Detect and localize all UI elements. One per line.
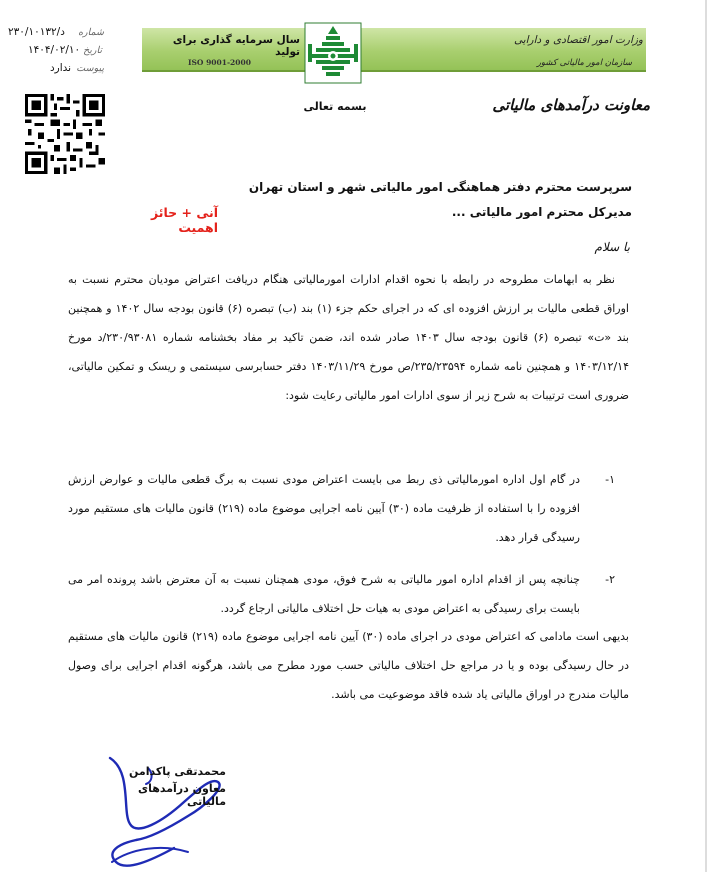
letter-date-label: تاریخ (83, 45, 102, 56)
bismillah: بسمه تعالی (303, 100, 367, 113)
attachment-label: پیوست (76, 63, 104, 74)
recipient-2: مدیرکل محترم امور مالیاتی ... (451, 205, 632, 219)
item-1-number: ۱- (605, 473, 615, 486)
attachment-row (8, 62, 104, 78)
iso-label: ISO 9001-2000 (188, 58, 251, 67)
body-item-1: در گام اول اداره امورمالیاتی ذی ربط می بایست اعتراض مودی نسبت به برگ قطعی مالیات و عوارض ارزش افزوده را با استفاده از ظرفیت ماده (۳۰) آیین نامه اجرایی موضوع ماده (۲۱۹) قانون مالیات های مستقیم مورد رسیدگی قرار دهد. (68, 473, 580, 544)
tax-organization-logo (302, 20, 364, 86)
deputy-title: معاونت درآمدهای مالیاتی (492, 96, 650, 114)
slogan: سال سرمایه گذاری برای تولید (172, 34, 300, 58)
item-2-number: ۲- (605, 573, 615, 586)
attachment-value: ندارد (50, 62, 72, 74)
signatory-name: محمدتقی پاکدامن (129, 765, 226, 778)
body-item-2: چنانچه پس از اقدام اداره امور مالیاتی به شرح فوق، مودی همچنان نسبت به آن معترض باشد پرونده امر می بایست برای رسیدگی به اعتراض مودی به هیات حل اختلاف مالیاتی ارجاع گردد. (68, 573, 580, 615)
qr-code[interactable] (25, 94, 105, 174)
body-intro: نظر به ابهامات مطروحه در رابطه با نحوه اقدام ادارات امورمالیاتی هنگام دریافت اعتراض مودیان محترم نسبت به اوراق قطعی مالیات بر ارزش افزوده ای که در اجرای حکم جزء (۱) بند (ب) تبصره (۶) قانون بودجه سال ۱۴۰۲ و همچنین بند «ت» تبصره (۶) قانون بودجه سال ۱۴۰۳ صادر شده اند، ضمن تاکید بر مفاد بخشنامه شماره ۲۳۰/۹۳۰۸۱/د مورخ ۱۴۰۳/۱۲/۱۴ و همچنین نامه شماره ۲۳۵/۲۳۵۹۴/ص مورخ ۱۴۰۳/۱۱/۲۹ دفتر حسابرسی سیستمی و ریسک و تمکین مالیاتی، ضروری است ترتیبات به شرح زیر از سوی ادارات امور مالیاتی رعایت شود: (68, 273, 629, 402)
letter-date-row (8, 44, 104, 60)
urgency-label: آنی + حائز اهمیت (151, 205, 218, 235)
recipient-1: سرپرست محترم دفتر هماهنگی امور مالیاتی شهر و استان تهران (248, 180, 632, 194)
greeting: با سلام (594, 240, 630, 254)
body-closing: بدیهی است مادامی که اعتراض مودی در اجرای ماده (۳۰) آیین نامه اجرایی موضوع ماده (۲۱۹) قانون مالیات های مستقیم در حال رسیدگی بوده و یا در مراجع حل اختلاف مالیاتی حسب مورد مطرح می باشد، هرگونه اقدام اجرایی برای وصول مالیات مندرج در اوراق مالیاتی یاد شده فاقد موضوعیت می باشد. (68, 630, 629, 701)
ministry-name: وزارت امور اقتصادی و دارایی (513, 34, 643, 46)
signatory-title: معاون درآمدهای مالیاتی (138, 782, 226, 808)
letter-number: د/۲۳۰/۱۰۱۳۲ (8, 26, 65, 38)
letter-number-row (8, 26, 104, 42)
organization-name: سازمان امور مالیاتی کشور (536, 58, 632, 68)
letter-date: ۱۴۰۴/۰۲/۱۰ (28, 44, 81, 56)
letter-number-label: شماره (78, 27, 104, 38)
